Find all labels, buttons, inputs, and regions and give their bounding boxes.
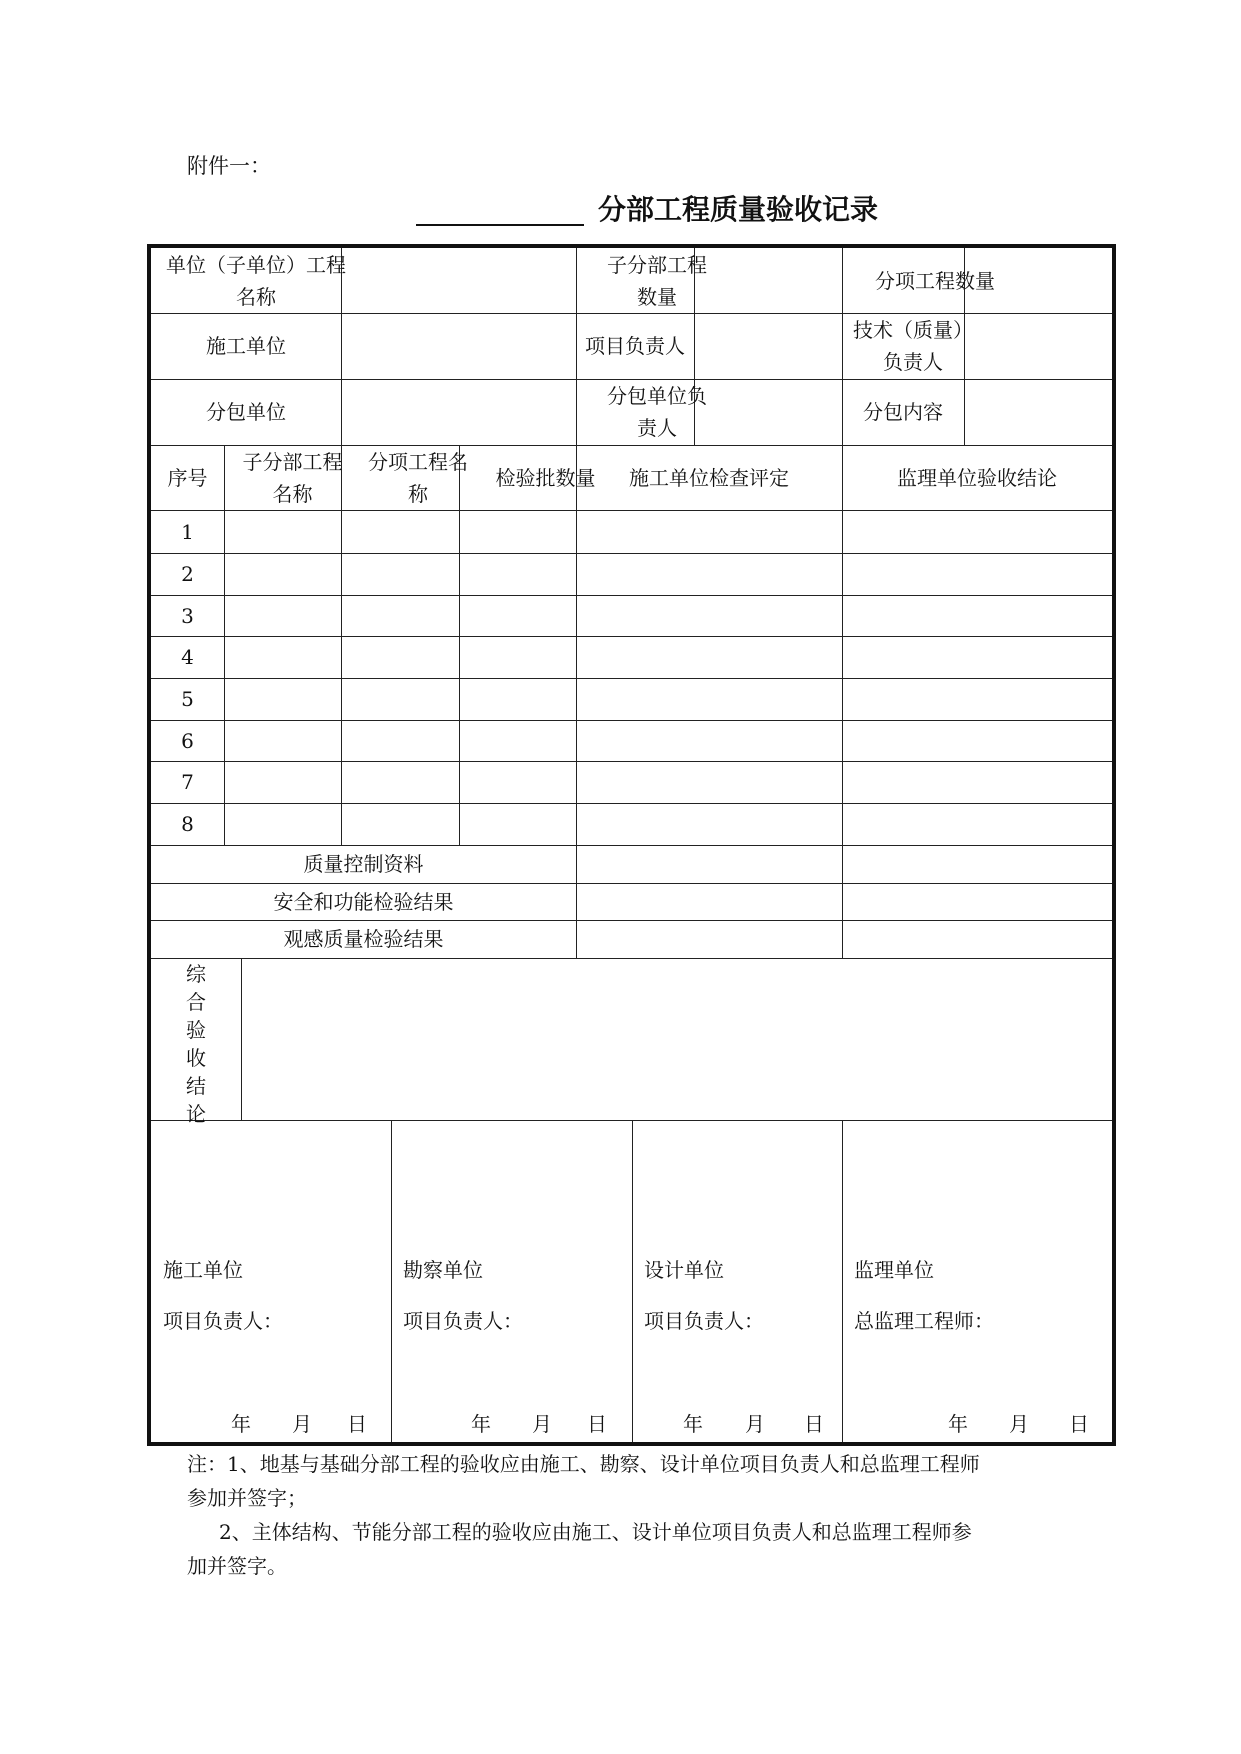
- signature-person-label: 项目负责人：: [644, 1309, 764, 1333]
- sub-division-name-cell[interactable]: [224, 678, 341, 720]
- sub-item-count-label: 分项工程数量: [875, 268, 995, 293]
- row-number: 1: [181, 519, 194, 544]
- sub-item-name-cell[interactable]: [341, 595, 459, 636]
- column-construction-eval: 施工单位检查评定: [629, 465, 789, 490]
- subcontract-leader-label: 分包单位负责人: [607, 384, 707, 440]
- sub-item-name-cell[interactable]: [341, 761, 459, 803]
- signature-day-label: 日: [587, 1412, 607, 1436]
- row-number: 3: [181, 603, 194, 628]
- inspection-batch-count-cell[interactable]: [459, 553, 576, 595]
- summary-supervision-cell[interactable]: [842, 845, 1112, 883]
- tech-leader-label: 技术（质量）负责人: [853, 318, 973, 374]
- summary-row-label: 安全和功能检验结果: [273, 889, 454, 914]
- comprehensive-conclusion-char: 验: [186, 1018, 206, 1042]
- construction-eval-cell[interactable]: [576, 803, 842, 845]
- page-title: [416, 193, 878, 233]
- supervision-conclusion-cell[interactable]: [842, 510, 1112, 553]
- signature-year-label: 年: [948, 1412, 968, 1436]
- supervision-conclusion-cell[interactable]: [842, 595, 1112, 636]
- column-inspection-batch-count: 检验批数量: [495, 465, 596, 490]
- sub-division-name-cell[interactable]: [224, 720, 341, 761]
- tech-leader-field[interactable]: [964, 313, 1112, 379]
- supervision-conclusion-cell[interactable]: [842, 678, 1112, 720]
- signature-month-label: 月: [292, 1412, 312, 1436]
- signature-unit-label: 勘察单位: [403, 1258, 483, 1282]
- row-number: 7: [181, 770, 194, 794]
- sub-division-name-cell[interactable]: [224, 510, 341, 553]
- construction-eval-cell[interactable]: [576, 678, 842, 720]
- signature-month-label: 月: [532, 1412, 552, 1436]
- summary-row-label: 质量控制资料: [303, 852, 424, 876]
- unit-project-name-label: 单位（子单位）工程名称: [166, 252, 346, 309]
- sub-item-name-cell[interactable]: [341, 510, 459, 553]
- comprehensive-conclusion-char: 合: [186, 990, 206, 1014]
- attachment-label: 附件一：: [187, 154, 271, 178]
- sub-item-name-cell[interactable]: [341, 678, 459, 720]
- sub-item-count-field[interactable]: [964, 248, 1112, 313]
- signature-month-label: 月: [745, 1412, 765, 1436]
- construction-eval-cell[interactable]: [576, 595, 842, 636]
- row-number: 5: [181, 687, 194, 711]
- inspection-batch-count-cell[interactable]: [459, 803, 576, 845]
- summary-construction-eval-cell[interactable]: [576, 883, 842, 920]
- comprehensive-conclusion-char: 综: [186, 962, 206, 986]
- signature-year-label: 年: [231, 1412, 251, 1436]
- column-seq: 序号: [167, 465, 208, 490]
- sub-item-name-cell[interactable]: [341, 803, 459, 845]
- subcontract-content-field[interactable]: [964, 379, 1112, 445]
- column-sub-division-name: 子分部工程名称: [242, 449, 343, 506]
- inspection-batch-count-cell[interactable]: [459, 636, 576, 678]
- note-line-4: 加并签字。: [187, 1554, 287, 1578]
- sub-division-count-field[interactable]: [694, 248, 842, 313]
- signature-person-label: 项目负责人：: [163, 1309, 283, 1333]
- signature-day-label: 日: [347, 1412, 367, 1436]
- comprehensive-conclusion-char: 结: [186, 1074, 206, 1098]
- note-line-1: 注：1、地基与基础分部工程的验收应由施工、勘察、设计单位项目负责人和总监理工程师: [187, 1452, 980, 1476]
- grid-line: [391, 1120, 392, 1442]
- row-number: 6: [181, 728, 194, 753]
- project-leader-label: 项目负责人: [585, 334, 685, 358]
- signature-year-label: 年: [471, 1412, 491, 1436]
- inspection-batch-count-cell[interactable]: [459, 510, 576, 553]
- supervision-conclusion-cell[interactable]: [842, 553, 1112, 595]
- signature-month-label: 月: [1009, 1412, 1029, 1436]
- sub-division-count-label: 子分部工程数量: [607, 252, 707, 309]
- record-form: [147, 244, 1116, 1446]
- signature-unit-label: 监理单位: [854, 1258, 934, 1282]
- subcontract-leader-field[interactable]: [694, 379, 842, 445]
- construction-unit-field[interactable]: [341, 313, 576, 379]
- row-number: 2: [181, 562, 194, 586]
- signature-day-label: 日: [804, 1412, 824, 1436]
- sub-item-name-cell[interactable]: [341, 553, 459, 595]
- supervision-conclusion-cell[interactable]: [842, 720, 1112, 761]
- inspection-batch-count-cell[interactable]: [459, 761, 576, 803]
- inspection-batch-count-cell[interactable]: [459, 595, 576, 636]
- sub-division-name-cell[interactable]: [224, 803, 341, 845]
- row-number: 8: [181, 812, 194, 836]
- comprehensive-conclusion-char: 收: [186, 1046, 206, 1070]
- project-leader-field[interactable]: [694, 313, 842, 379]
- sub-item-name-cell[interactable]: [341, 720, 459, 761]
- unit-project-name-field[interactable]: [341, 248, 576, 313]
- note-line-3: 2、主体结构、节能分部工程的验收应由施工、设计单位项目负责人和总监理工程师参: [219, 1520, 972, 1544]
- construction-eval-cell[interactable]: [576, 553, 842, 595]
- inspection-batch-count-cell[interactable]: [459, 720, 576, 761]
- signature-day-label: 日: [1069, 1412, 1089, 1436]
- subcontract-content-label: 分包内容: [863, 400, 943, 424]
- supervision-conclusion-cell[interactable]: [842, 803, 1112, 845]
- grid-line: [632, 1120, 633, 1442]
- summary-supervision-cell[interactable]: [842, 883, 1112, 920]
- subcontract-unit-label: 分包单位: [206, 400, 286, 424]
- comprehensive-conclusion-char: 论: [186, 1102, 206, 1126]
- column-sub-item-name: 分项工程名称: [368, 449, 468, 506]
- signature-year-label: 年: [683, 1412, 703, 1436]
- comprehensive-conclusion-field[interactable]: [241, 958, 1112, 1120]
- row-number: 4: [181, 645, 194, 669]
- subcontract-unit-field[interactable]: [341, 379, 576, 445]
- sub-division-name-cell[interactable]: [224, 636, 341, 678]
- supervision-conclusion-cell[interactable]: [842, 761, 1112, 803]
- sub-division-name-cell[interactable]: [224, 553, 341, 595]
- construction-eval-cell[interactable]: [576, 636, 842, 678]
- title-text: 分部工程质量验收记录: [598, 193, 879, 226]
- summary-supervision-cell[interactable]: [842, 920, 1112, 958]
- note-line-2: 参加并签字；: [187, 1486, 307, 1510]
- supervision-conclusion-cell[interactable]: [842, 636, 1112, 678]
- construction-eval-cell[interactable]: [576, 510, 842, 553]
- construction-eval-cell[interactable]: [576, 720, 842, 761]
- column-supervision-conclusion: 监理单位验收结论: [897, 465, 1057, 490]
- comprehensive-conclusion-label: [181, 960, 211, 1128]
- summary-construction-eval-cell[interactable]: [576, 920, 842, 958]
- sub-division-name-cell[interactable]: [224, 761, 341, 803]
- inspection-batch-count-cell[interactable]: [459, 678, 576, 720]
- construction-eval-cell[interactable]: [576, 761, 842, 803]
- construction-unit-label: 施工单位: [206, 334, 286, 358]
- signature-person-label: 总监理工程师：: [854, 1309, 994, 1333]
- summary-construction-eval-cell[interactable]: [576, 845, 842, 883]
- signature-unit-label: 施工单位: [163, 1258, 243, 1282]
- title-blank-field[interactable]: [416, 194, 584, 226]
- sub-division-name-cell[interactable]: [224, 595, 341, 636]
- signature-unit-label: 设计单位: [644, 1258, 724, 1282]
- grid-line: [842, 1120, 843, 1442]
- signature-person-label: 项目负责人：: [403, 1309, 523, 1333]
- summary-row-label: 观感质量检验结果: [283, 927, 444, 951]
- sub-item-name-cell[interactable]: [341, 636, 459, 678]
